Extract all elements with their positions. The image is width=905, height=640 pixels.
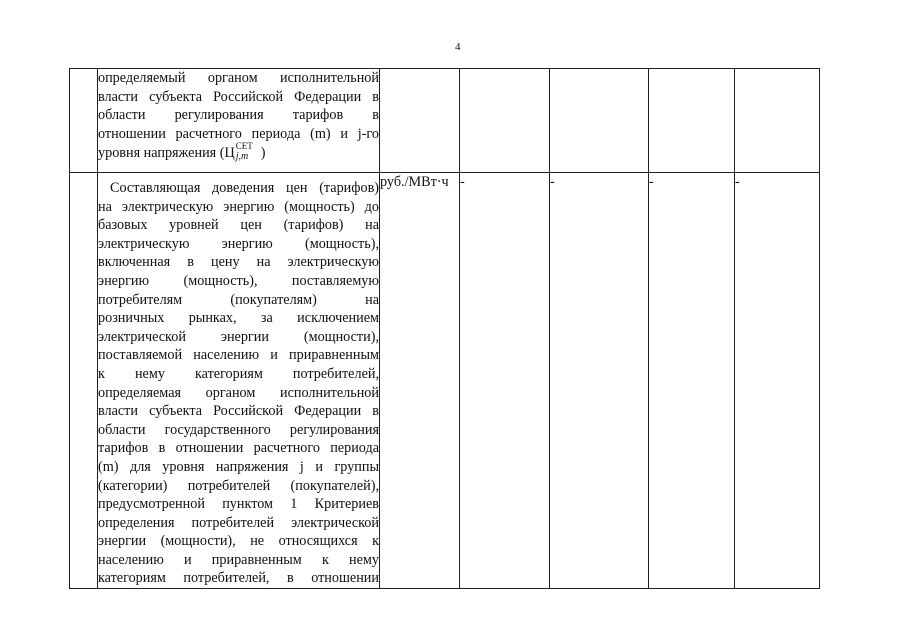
description-line: отношении расчетного периода (m) и j-го [98,125,379,142]
value-cell: - [735,173,820,589]
description-line: населению и приравненным к нему [98,551,379,568]
description-line: области регулирования тарифов в [98,107,379,124]
formula-indices [235,141,261,163]
value-cell [649,69,735,173]
description-line: определяемая органом исполнительной [98,384,379,401]
description-line: к нему категориям потребителей, [98,365,379,382]
description-line: категориям потребителей, в отношении [98,570,379,587]
value-cell: - [460,173,550,589]
value-cell: - [649,173,735,589]
description-line: потребителям (покупателям) на [98,291,379,308]
value-cell [550,69,649,173]
description-line: включенная в цену на электрическую [98,254,379,271]
description-line: власти субъекта Российской Федерации в [98,88,379,105]
description-line: определяемый органом исполнительной [98,70,379,86]
description-line: розничных рынках, за исключением [98,310,379,327]
description-line: поставляемой населению и приравненным [98,347,379,364]
value-cell [735,69,820,173]
description-line: власти субъекта Российской Федерации в [98,403,379,420]
value-cell: - [550,173,649,589]
row-number-cell [70,69,98,173]
description-line: электрической энергии (мощности), [98,328,379,345]
description-cell [98,173,380,589]
table-row [70,173,820,589]
description-line: энергии (мощности), не относящихся к [98,533,379,550]
description-line: Составляющая доведения цен (тарифов) [110,180,379,196]
formula-subscript: j,m [235,151,249,163]
formula-line [98,143,379,163]
description-line: базовых уровней цен (тарифов) на [98,217,379,234]
description-line: тарифов в отношении расчетного периода [98,440,379,457]
description-line: предусмотренной пунктом 1 Критериев [98,496,379,513]
value-cell [460,69,550,173]
unit-cell [380,69,460,173]
description-line: (m) для уровня напряжения j и группы [98,458,379,475]
formula-superscript: СЕТ [235,141,253,152]
description-line: энергию (мощность), поставляемую [98,272,379,289]
description-line: (категории) потребителей (покупателей), [98,477,379,494]
description-line: области государственного регулирования [98,421,379,438]
page-number: 4 [455,41,461,53]
unit-cell: руб./МВт·ч [380,173,460,589]
table-row [70,69,820,173]
formula-prefix: уровня напряжения (Ц [98,145,235,162]
description-line: электрическую энергию (мощность), [98,235,379,252]
description-line: определения потребителей электрической [98,514,379,531]
description-line: на электрическую энергию (мощность) до [98,198,379,215]
description-cell [98,69,380,173]
tariff-table [69,68,820,589]
formula-suffix: ) [260,145,266,162]
row-number-cell [70,173,98,589]
